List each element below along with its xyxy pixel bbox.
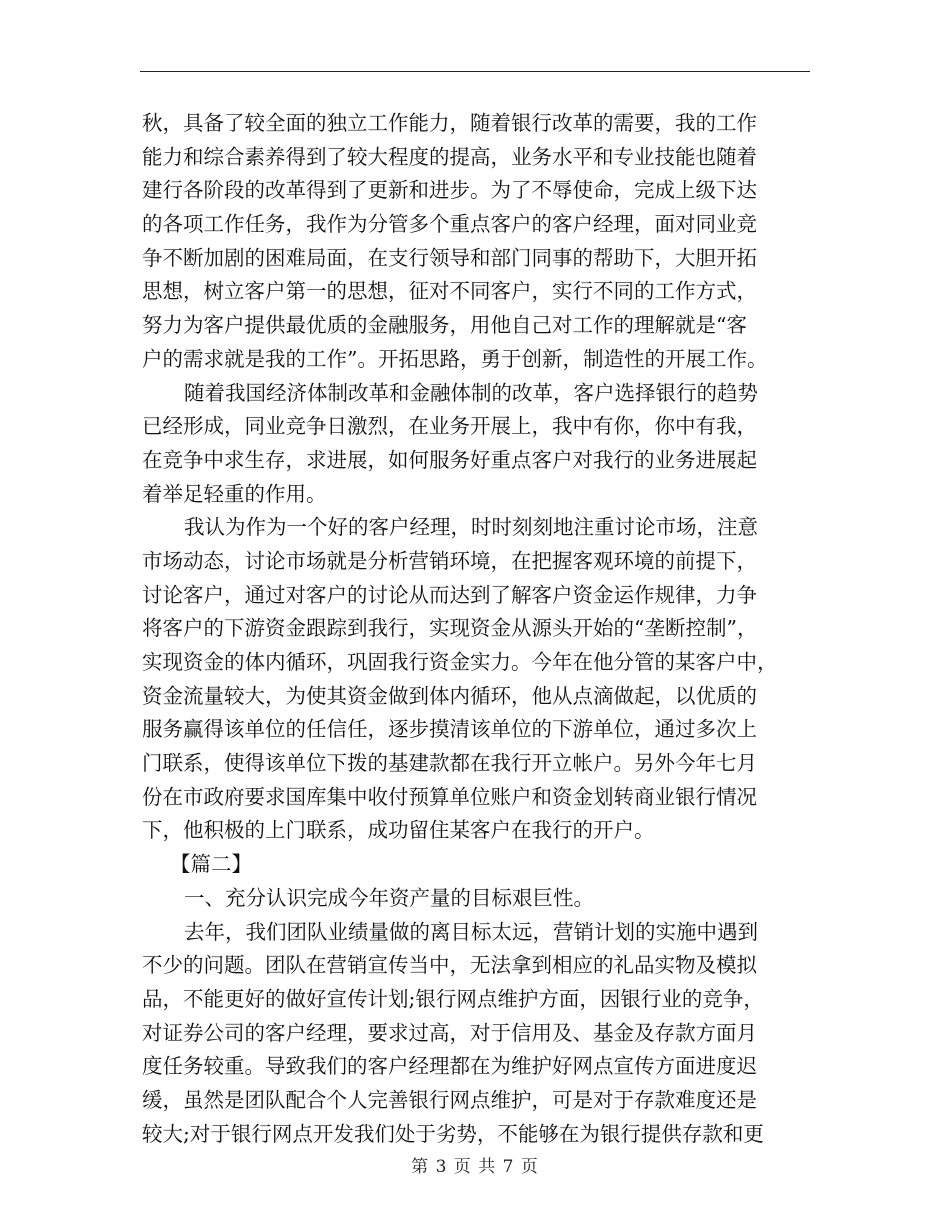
paragraph-start-line: 我认为作为一个好的客户经理，时时刻刻地注重讨论市场，注意	[184, 515, 758, 540]
paragraph-start-line: 去年，我们团队业绩量做的离目标太远，营销计划的实施中遇到	[184, 919, 758, 944]
text-line: 已经形成，同业竞争日激烈，在业务开展上，我中有你，你中有我，	[142, 414, 757, 439]
text-line: 思想，树立客户第一的思想，征对不同客户，实行不同的工作方式，	[142, 279, 757, 304]
text-line: 缓，虽然是团队配合个人完善银行网点维护，可是对于存款难度还是	[142, 1087, 757, 1112]
subsection-heading: 一、充分认识完成今年资产量的目标艰巨性。	[184, 885, 594, 910]
text-line: 户的需求就是我的工作”。开拓思路，勇于创新，制造性的开展工作。	[142, 346, 768, 371]
text-line: 着举足轻重的作用。	[142, 481, 327, 506]
text-line: 建行各阶段的改革得到了更新和进步。为了不辱使命，完成上级下达	[142, 178, 757, 203]
header-rule	[140, 71, 810, 72]
text-line: 份在市政府要求国库集中收付预算单位账户和资金划转商业银行情况	[142, 784, 757, 809]
text-line: 讨论客户，通过对客户的讨论从而达到了解客户资金运作规律，力争	[142, 582, 757, 607]
text-line: 门联系，使得该单位下拨的基建款都在我行开立帐户。另外今年七月	[142, 751, 757, 776]
paragraph-start-line: 随着我国经济体制改革和金融体制的改革，客户选择银行的趋势	[184, 380, 758, 405]
text-line: 品，不能更好的做好宣传计划;银行网点维护方面，因银行业的竞争，	[142, 986, 764, 1011]
text-line: 秋，具备了较全面的独立工作能力，随着银行改革的需要，我的工作	[142, 111, 757, 135]
text-line: 较大;对于银行网点开发我们处于劣势，不能够在为银行提供存款和更	[142, 1121, 764, 1146]
text-line: 服务赢得该单位的任信任，逐步摸清该单位的下游单位，通过多次上	[142, 717, 757, 742]
text-line: 下，他积极的上门联系，成功留住某客户在我行的开户。	[142, 818, 655, 843]
text-line: 资金流量较大，为使其资金做到体内循环，他从点滴做起，以优质的	[142, 683, 757, 708]
section-heading: 【篇二】	[170, 852, 252, 877]
text-line: 实现资金的体内循环，巩固我行资金实力。今年在他分管的某客户中，	[142, 650, 778, 674]
text-line: 度任务较重。导致我们的客户经理都在为维护好网点宣传方面进度迟	[142, 1054, 757, 1079]
text-line: 努力为客户提供最优质的金融服务，用他自己对工作的理解就是“客	[142, 313, 747, 338]
page-number-footer: 第 3 页 共 7 页	[411, 1157, 539, 1177]
text-line: 的各项工作任务，我作为分管多个重点客户的客户经理，面对同业竞	[142, 212, 757, 237]
text-line: 对证券公司的客户经理，要求过高，对于信用及、基金及存款方面月	[142, 1020, 757, 1045]
text-line: 能力和综合素养得到了较大程度的提高，业务水平和专业技能也随着	[142, 144, 757, 169]
text-line: 在竞争中求生存，求进展，如何服务好重点客户对我行的业务进展起	[142, 447, 757, 472]
text-line: 将客户的下游资金跟踪到我行，实现资金从源头开始的“垄断控制”，	[142, 616, 758, 641]
text-line: 市场动态，讨论市场就是分析营销环境，在把握客观环境的前提下，	[142, 548, 757, 573]
document-body	[142, 107, 812, 1151]
text-line: 不少的问题。团队在营销宣传当中，无法拿到相应的礼品实物及模拟	[142, 953, 757, 978]
text-line: 争不断加剧的困难局面，在支行领导和部门同事的帮助下，大胆开拓	[142, 245, 757, 270]
